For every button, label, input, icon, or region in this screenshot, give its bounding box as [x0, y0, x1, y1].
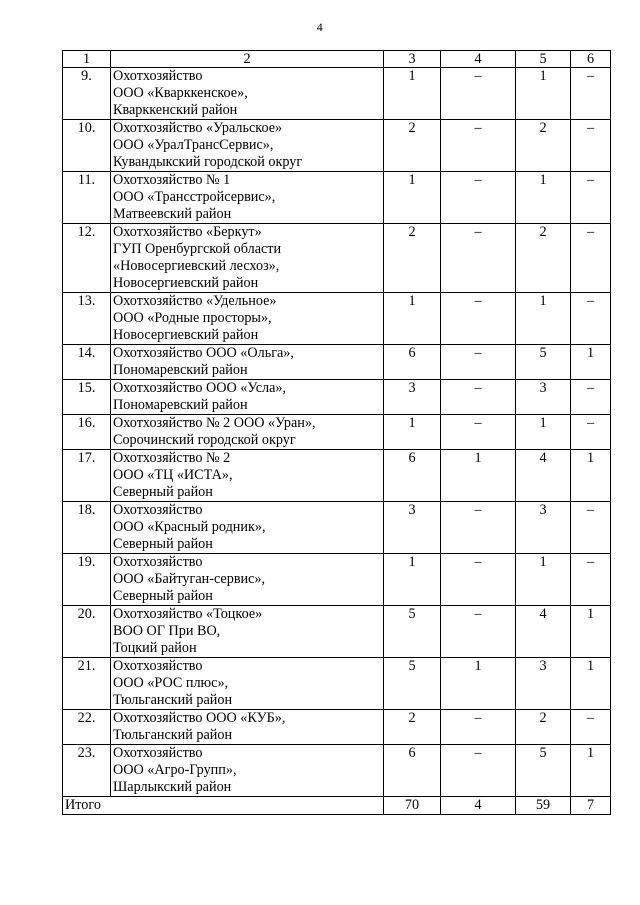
- value-col-5: 1: [516, 293, 571, 345]
- table-header-row: [63, 51, 611, 68]
- hunting-ground-name: Охотхозяйство «Беркут» ГУП Оренбургской области «Новосергиевский лесхоз», Новосергиевский район: [111, 224, 384, 293]
- value-col-3: 1: [384, 68, 441, 120]
- row-number: 16.: [63, 415, 111, 450]
- value-col-6: –: [571, 68, 611, 120]
- table-row: [63, 745, 611, 797]
- table-row: [63, 224, 611, 293]
- value-col-6: –: [571, 120, 611, 172]
- value-col-6: –: [571, 380, 611, 415]
- hunting-ground-name: Охотхозяйство ООО «Кварккенское», Кварккенский район: [111, 68, 384, 120]
- value-col-6: –: [571, 554, 611, 606]
- hunting-grounds-table: [62, 50, 611, 815]
- row-number: 15.: [63, 380, 111, 415]
- table-row: [63, 172, 611, 224]
- table-row: [63, 710, 611, 745]
- value-col-4: –: [441, 415, 516, 450]
- column-header: 5: [516, 51, 571, 68]
- value-col-5: 3: [516, 502, 571, 554]
- row-number: 19.: [63, 554, 111, 606]
- table-row: [63, 120, 611, 172]
- value-col-4: 1: [441, 450, 516, 502]
- hunting-ground-name: Охотхозяйство ООО «Ольга», Пономаревский район: [111, 345, 384, 380]
- column-header: 2: [111, 51, 384, 68]
- table-row: [63, 658, 611, 710]
- value-col-3: 5: [384, 606, 441, 658]
- value-col-3: 3: [384, 502, 441, 554]
- value-col-3: 1: [384, 172, 441, 224]
- hunting-ground-name: Охотхозяйство № 1 ООО «Трансстройсервис», Матвеевский район: [111, 172, 384, 224]
- hunting-ground-name: Охотхозяйство № 2 ООО «Уран», Сорочинский городской округ: [111, 415, 384, 450]
- value-col-6: –: [571, 415, 611, 450]
- row-number: 23.: [63, 745, 111, 797]
- value-col-5: 3: [516, 380, 571, 415]
- value-col-3: 6: [384, 745, 441, 797]
- row-number: 12.: [63, 224, 111, 293]
- row-number: 11.: [63, 172, 111, 224]
- value-col-5: 2: [516, 224, 571, 293]
- hunting-ground-name: Охотхозяйство «Тоцкое» ВОО ОГ При ВО, Тоцкий район: [111, 606, 384, 658]
- value-col-5: 3: [516, 658, 571, 710]
- total-label: Итого: [63, 797, 384, 815]
- value-col-3: 2: [384, 120, 441, 172]
- row-number: 20.: [63, 606, 111, 658]
- table-row: [63, 380, 611, 415]
- row-number: 17.: [63, 450, 111, 502]
- value-col-6: 1: [571, 450, 611, 502]
- value-col-5: 1: [516, 68, 571, 120]
- hunting-ground-name: Охотхозяйство ООО «Красный родник», Северный район: [111, 502, 384, 554]
- column-header: 3: [384, 51, 441, 68]
- table-row: [63, 606, 611, 658]
- value-col-6: –: [571, 502, 611, 554]
- value-col-6: –: [571, 710, 611, 745]
- table-row: [63, 68, 611, 120]
- hunting-ground-name: Охотхозяйство «Уральское» ООО «УралТрансСервис», Кувандыкский городской округ: [111, 120, 384, 172]
- table-row: [63, 345, 611, 380]
- value-col-3: 1: [384, 415, 441, 450]
- row-number: 22.: [63, 710, 111, 745]
- table-row: [63, 554, 611, 606]
- value-col-4: –: [441, 172, 516, 224]
- hunting-ground-name: Охотхозяйство ООО «Усла», Пономаревский район: [111, 380, 384, 415]
- value-col-4: –: [441, 554, 516, 606]
- value-col-4: –: [441, 502, 516, 554]
- value-col-3: 5: [384, 658, 441, 710]
- row-number: 13.: [63, 293, 111, 345]
- value-col-6: 1: [571, 658, 611, 710]
- value-col-5: 4: [516, 606, 571, 658]
- total-col-3: 70: [384, 797, 441, 815]
- value-col-5: 1: [516, 172, 571, 224]
- table-row: [63, 415, 611, 450]
- total-col-6: 7: [571, 797, 611, 815]
- value-col-3: 6: [384, 450, 441, 502]
- value-col-4: –: [441, 68, 516, 120]
- value-col-5: 2: [516, 710, 571, 745]
- table-row: [63, 502, 611, 554]
- value-col-6: 1: [571, 745, 611, 797]
- value-col-4: –: [441, 293, 516, 345]
- row-number: 18.: [63, 502, 111, 554]
- value-col-5: 5: [516, 745, 571, 797]
- hunting-ground-name: Охотхозяйство ООО «КУБ», Тюльганский район: [111, 710, 384, 745]
- page-number: 4: [316, 20, 324, 34]
- value-col-5: 4: [516, 450, 571, 502]
- value-col-3: 6: [384, 345, 441, 380]
- total-col-4: 4: [441, 797, 516, 815]
- hunting-ground-name: Охотхозяйство ООО «РОС плюс», Тюльганский район: [111, 658, 384, 710]
- value-col-5: 5: [516, 345, 571, 380]
- value-col-4: –: [441, 120, 516, 172]
- value-col-3: 2: [384, 224, 441, 293]
- hunting-ground-name: Охотхозяйство № 2 ООО «ТЦ «ИСТА», Северный район: [111, 450, 384, 502]
- column-header: 6: [571, 51, 611, 68]
- row-number: 14.: [63, 345, 111, 380]
- table-row: [63, 293, 611, 345]
- value-col-4: –: [441, 745, 516, 797]
- value-col-4: –: [441, 606, 516, 658]
- value-col-6: 1: [571, 606, 611, 658]
- value-col-4: –: [441, 345, 516, 380]
- value-col-3: 1: [384, 554, 441, 606]
- value-col-3: 3: [384, 380, 441, 415]
- value-col-6: 1: [571, 345, 611, 380]
- hunting-ground-name: Охотхозяйство «Удельное» ООО «Родные просторы», Новосергиевский район: [111, 293, 384, 345]
- column-header: 4: [441, 51, 516, 68]
- value-col-5: 1: [516, 415, 571, 450]
- row-number: 9.: [63, 68, 111, 120]
- row-number: 10.: [63, 120, 111, 172]
- value-col-6: –: [571, 224, 611, 293]
- column-header: 1: [63, 51, 111, 68]
- value-col-6: –: [571, 172, 611, 224]
- hunting-ground-name: Охотхозяйство ООО «Байтуган-сервис», Северный район: [111, 554, 384, 606]
- value-col-4: 1: [441, 658, 516, 710]
- value-col-4: –: [441, 224, 516, 293]
- value-col-5: 1: [516, 554, 571, 606]
- total-col-5: 59: [516, 797, 571, 815]
- value-col-3: 1: [384, 293, 441, 345]
- table-row: [63, 450, 611, 502]
- value-col-5: 2: [516, 120, 571, 172]
- value-col-6: –: [571, 293, 611, 345]
- row-number: 21.: [63, 658, 111, 710]
- value-col-4: –: [441, 710, 516, 745]
- hunting-ground-name: Охотхозяйство ООО «Агро-Групп», Шарлыкский район: [111, 745, 384, 797]
- value-col-4: –: [441, 380, 516, 415]
- total-row: [63, 797, 611, 815]
- value-col-3: 2: [384, 710, 441, 745]
